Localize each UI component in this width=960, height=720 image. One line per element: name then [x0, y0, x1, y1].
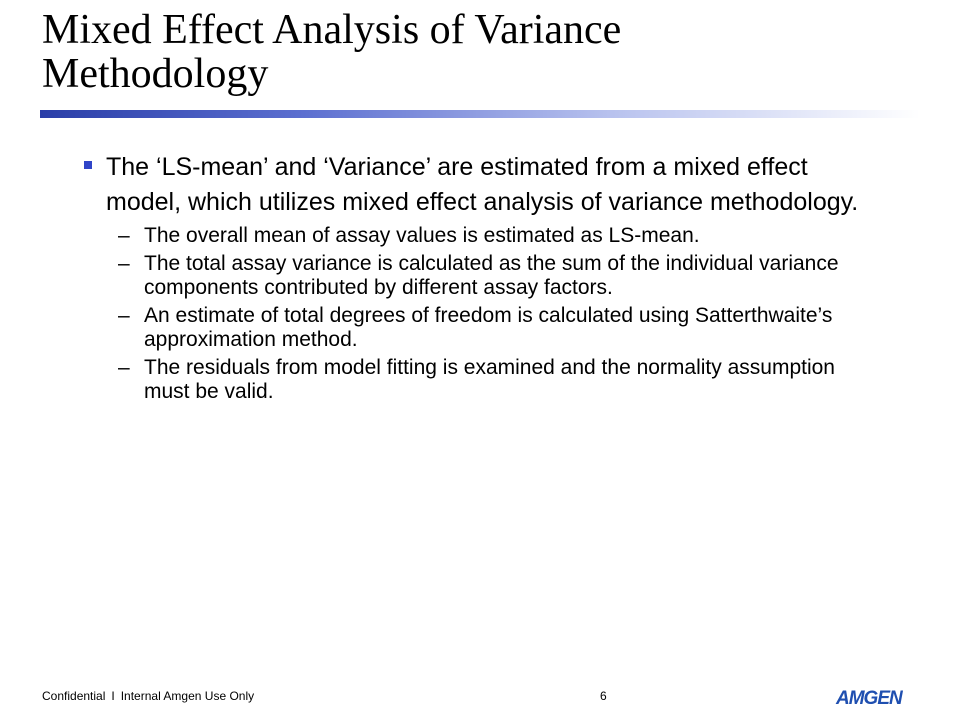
sub-bullet-text: The residuals from model fitting is examined and the normality assumption must be valid.: [144, 356, 835, 403]
slide-title: [42, 8, 922, 96]
sub-bullet: [118, 356, 882, 404]
sub-bullet: [118, 224, 882, 248]
footer-confidential-label: Confidential: [42, 689, 106, 703]
slide-content: [82, 150, 882, 408]
square-bullet-icon: [84, 161, 92, 169]
amgen-logo: AMGEN: [836, 688, 902, 709]
dash-bullet-icon: –: [118, 252, 130, 275]
page-number: 6: [600, 689, 607, 703]
sub-bullet-text: An estimate of total degrees of freedom is calculated using Satterthwaite’s approximation method.: [144, 304, 833, 351]
slide-title-line-1: Mixed Effect Analysis of Variance: [42, 7, 622, 53]
dash-bullet-icon: –: [118, 356, 130, 379]
footer-internal-use-label: Internal Amgen Use Only: [120, 689, 255, 703]
dash-bullet-icon: –: [118, 224, 130, 247]
sub-bullet: [118, 304, 882, 352]
sub-bullet-list: [82, 224, 882, 404]
dash-bullet-icon: –: [118, 304, 130, 327]
footer-separator: I: [111, 689, 115, 703]
title-underline-rule: [40, 110, 920, 118]
sub-bullet: [118, 252, 882, 300]
sub-bullet-text: The overall mean of assay values is estimated as LS-mean.: [144, 224, 700, 247]
footer-confidentiality: [42, 689, 254, 703]
main-bullet: [82, 150, 882, 220]
sub-bullet-text: The total assay variance is calculated as the sum of the individual variance components contributed by different assay factors.: [144, 252, 839, 299]
main-bullet-text: The ‘LS-mean’ and ‘Variance’ are estimated from a mixed effect model, which utilizes mixed effect analysis of variance methodology.: [106, 153, 859, 216]
slide-title-line-2: Methodology: [42, 51, 269, 97]
